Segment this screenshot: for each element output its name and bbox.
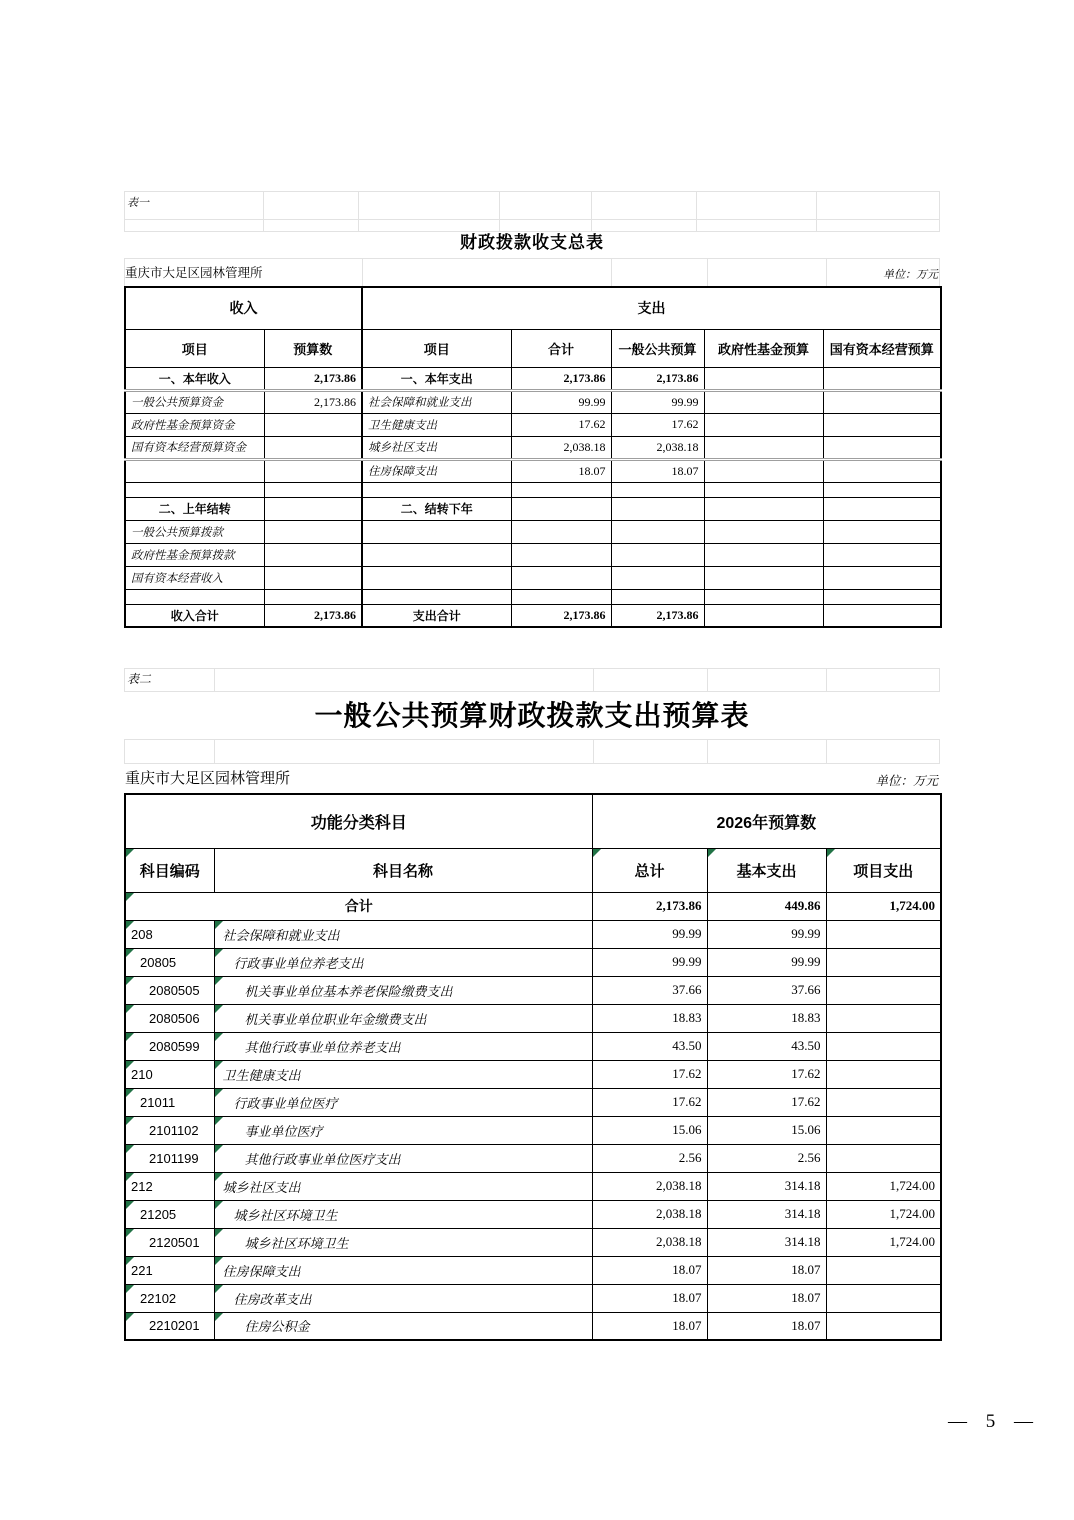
col-header-income-item: 项目 — [125, 329, 264, 367]
t1-gov-fund-cell — [704, 367, 823, 390]
t2-project-cell — [826, 1088, 941, 1116]
t2-basic-cell: 18.83 — [707, 1004, 826, 1032]
t2-basic-cell: 43.50 — [707, 1032, 826, 1060]
t2-project-cell — [826, 1060, 941, 1088]
t2-basic-cell: 99.99 — [707, 920, 826, 948]
t1-income-value-cell — [264, 543, 362, 566]
t1-state-capital-cell — [823, 497, 941, 520]
t2-code-cell: 20805 — [125, 948, 214, 976]
grid-lines-table2-blank — [124, 739, 940, 764]
t1-income-value-cell: 2,173.86 — [264, 390, 362, 413]
t1-expense-item-cell — [362, 482, 511, 497]
t2-total-cell: 2.56 — [592, 1144, 707, 1172]
t1-total-cell: 18.07 — [511, 459, 611, 482]
t2-code-cell: 2080506 — [125, 1004, 214, 1032]
t2-name-cell: 城乡社区环境卫生 — [214, 1228, 592, 1256]
t2-name-cell: 城乡社区环境卫生 — [214, 1200, 592, 1228]
col-header-subject-name: 科目名称 — [214, 848, 592, 892]
table1-row — [125, 482, 941, 497]
t1-expense-item-cell: 二、结转下年 — [362, 497, 511, 520]
t2-basic-cell: 15.06 — [707, 1116, 826, 1144]
table1-row — [125, 459, 941, 482]
t1-total-cell — [511, 566, 611, 589]
table1-row — [125, 543, 941, 566]
t2-project-cell — [826, 1144, 941, 1172]
t2-project-cell — [826, 920, 941, 948]
table2-row — [125, 948, 941, 976]
table1-row — [125, 390, 941, 413]
table2-row — [125, 1228, 941, 1256]
t2-code-cell: 2101199 — [125, 1144, 214, 1172]
grid-lines-top — [124, 191, 940, 232]
t1-expense-item-cell — [362, 566, 511, 589]
t2-total-cell: 2,038.18 — [592, 1172, 707, 1200]
table1-tag: 表一 — [127, 196, 149, 209]
col-header-project-expenditure: 项目支出 — [826, 848, 941, 892]
t1-income-item-cell: 政府性基金预算拨款 — [125, 543, 264, 566]
t1-income-value-cell — [264, 482, 362, 497]
table1-row — [125, 436, 941, 459]
t2-code-cell: 2120501 — [125, 1228, 214, 1256]
table1-row — [125, 413, 941, 436]
t1-income-item-cell: 收入合计 — [125, 604, 264, 627]
fiscal-summary-table — [124, 286, 942, 628]
t2-project-cell — [826, 1256, 941, 1284]
t1-general-budget-cell — [611, 566, 704, 589]
t1-gov-fund-cell — [704, 482, 823, 497]
t1-gov-fund-cell — [704, 390, 823, 413]
t1-income-item-cell: 政府性基金预算资金 — [125, 413, 264, 436]
t1-income-item-cell: 国有资本经营预算资金 — [125, 436, 264, 459]
t2-name-cell: 住房改革支出 — [214, 1284, 592, 1312]
t1-general-budget-cell: 2,173.86 — [611, 604, 704, 627]
t2-total-cell: 99.99 — [592, 948, 707, 976]
total-row-project: 1,724.00 — [826, 892, 941, 920]
t1-income-value-cell: 2,173.86 — [264, 604, 362, 627]
t1-state-capital-cell — [823, 589, 941, 604]
col-header-gov-fund-budget: 政府性基金预算 — [704, 329, 823, 367]
t2-name-cell: 行政事业单位养老支出 — [214, 948, 592, 976]
t1-income-value-cell — [264, 497, 362, 520]
unit-label-table1: 单位：万元 — [883, 268, 938, 281]
t1-expense-item-cell: 支出合计 — [362, 604, 511, 627]
page-number: — 5 — — [948, 1411, 1040, 1432]
grid-lines-table2-tag — [124, 668, 940, 692]
table2-row — [125, 1172, 941, 1200]
expense-group-header: 支出 — [362, 287, 941, 329]
t1-gov-fund-cell — [704, 497, 823, 520]
t1-state-capital-cell — [823, 436, 941, 459]
t2-name-cell: 其他行政事业单位养老支出 — [214, 1032, 592, 1060]
t1-state-capital-cell — [823, 520, 941, 543]
t2-total-cell: 18.83 — [592, 1004, 707, 1032]
t2-basic-cell: 99.99 — [707, 948, 826, 976]
table2-row — [125, 1144, 941, 1172]
t1-general-budget-cell: 2,038.18 — [611, 436, 704, 459]
t1-general-budget-cell — [611, 543, 704, 566]
t1-general-budget-cell: 17.62 — [611, 413, 704, 436]
t1-total-cell — [511, 497, 611, 520]
t1-income-value-cell — [264, 566, 362, 589]
t2-total-cell: 18.07 — [592, 1284, 707, 1312]
t2-project-cell — [826, 1004, 941, 1032]
table2-row — [125, 1116, 941, 1144]
t1-general-budget-cell: 2,173.86 — [611, 367, 704, 390]
t1-income-value-cell — [264, 520, 362, 543]
t2-total-cell: 2,038.18 — [592, 1200, 707, 1228]
t1-income-item-cell: 一般公共预算资金 — [125, 390, 264, 413]
t2-basic-cell: 18.07 — [707, 1256, 826, 1284]
t2-code-cell: 2210201 — [125, 1312, 214, 1340]
t1-expense-item-cell — [362, 520, 511, 543]
total-row-label: 合计 — [125, 892, 592, 920]
t2-total-cell: 43.50 — [592, 1032, 707, 1060]
t1-total-cell: 2,173.86 — [511, 367, 611, 390]
col-header-general-budget: 一般公共预算 — [611, 329, 704, 367]
t1-income-value-cell — [264, 413, 362, 436]
table2-tag: 表二 — [127, 672, 152, 686]
t2-name-cell: 社会保障和就业支出 — [214, 920, 592, 948]
table2-total-row — [125, 892, 941, 920]
general-budget-expenditure-table — [124, 793, 942, 1341]
t2-basic-cell: 314.18 — [707, 1172, 826, 1200]
t1-income-item-cell — [125, 459, 264, 482]
table2-row — [125, 1088, 941, 1116]
t1-gov-fund-cell — [704, 459, 823, 482]
table2-row — [125, 1004, 941, 1032]
t1-income-item-cell: 一般公共预算拨款 — [125, 520, 264, 543]
t2-basic-cell: 2.56 — [707, 1144, 826, 1172]
t2-project-cell: 1,724.00 — [826, 1228, 941, 1256]
t1-income-item-cell — [125, 482, 264, 497]
t2-code-cell: 210 — [125, 1060, 214, 1088]
table1-row — [125, 566, 941, 589]
t1-general-budget-cell — [611, 497, 704, 520]
col-header-basic-expenditure: 基本支出 — [707, 848, 826, 892]
t1-gov-fund-cell — [704, 413, 823, 436]
t2-name-cell: 住房保障支出 — [214, 1256, 592, 1284]
t2-name-cell: 其他行政事业单位医疗支出 — [214, 1144, 592, 1172]
table1-row — [125, 497, 941, 520]
t2-total-cell: 18.07 — [592, 1312, 707, 1340]
t2-name-cell: 卫生健康支出 — [214, 1060, 592, 1088]
t1-income-value-cell — [264, 436, 362, 459]
t1-total-cell: 2,038.18 — [511, 436, 611, 459]
t2-code-cell: 2080505 — [125, 976, 214, 1004]
t1-gov-fund-cell — [704, 436, 823, 459]
t2-project-cell — [826, 1116, 941, 1144]
t1-general-budget-cell — [611, 520, 704, 543]
table2-row — [125, 976, 941, 1004]
t2-project-cell — [826, 948, 941, 976]
t1-expense-item-cell — [362, 589, 511, 604]
t2-basic-cell: 314.18 — [707, 1200, 826, 1228]
table2-column-header-row — [125, 848, 941, 892]
table2-row — [125, 1200, 941, 1228]
t2-basic-cell: 18.07 — [707, 1312, 826, 1340]
t2-total-cell: 17.62 — [592, 1088, 707, 1116]
unit-label-table2: 单位：万元 — [875, 773, 938, 788]
org-name-table2: 重庆市大足区园林管理所 — [125, 770, 291, 787]
t1-gov-fund-cell — [704, 604, 823, 627]
t2-name-cell: 城乡社区支出 — [214, 1172, 592, 1200]
t2-project-cell: 1,724.00 — [826, 1200, 941, 1228]
t1-income-item-cell: 一、本年收入 — [125, 367, 264, 390]
t1-state-capital-cell — [823, 604, 941, 627]
t1-income-item-cell: 国有资本经营收入 — [125, 566, 264, 589]
t2-total-cell: 17.62 — [592, 1060, 707, 1088]
t1-state-capital-cell — [823, 459, 941, 482]
table1-row — [125, 520, 941, 543]
t2-name-cell: 事业单位医疗 — [214, 1116, 592, 1144]
t2-project-cell — [826, 1312, 941, 1340]
t2-code-cell: 221 — [125, 1256, 214, 1284]
t1-state-capital-cell — [823, 390, 941, 413]
t1-general-budget-cell — [611, 589, 704, 604]
t1-income-value-cell: 2,173.86 — [264, 367, 362, 390]
table1-row — [125, 604, 941, 627]
table2-row — [125, 1256, 941, 1284]
col-header-state-capital-budget: 国有资本经营预算 — [823, 329, 941, 367]
t1-income-value-cell — [264, 589, 362, 604]
table1-row — [125, 367, 941, 390]
t1-general-budget-cell: 18.07 — [611, 459, 704, 482]
col-header-expense-item: 项目 — [362, 329, 511, 367]
t2-total-cell: 15.06 — [592, 1116, 707, 1144]
t2-code-cell: 21205 — [125, 1200, 214, 1228]
t2-code-cell: 212 — [125, 1172, 214, 1200]
table2-row — [125, 1032, 941, 1060]
t2-code-cell: 2080599 — [125, 1032, 214, 1060]
t2-code-cell: 2101102 — [125, 1116, 214, 1144]
t2-name-cell: 行政事业单位医疗 — [214, 1088, 592, 1116]
table1-group-header-row — [125, 287, 941, 329]
t2-code-cell: 21011 — [125, 1088, 214, 1116]
org-name-table1: 重庆市大足区园林管理所 — [125, 266, 263, 280]
income-group-header: 收入 — [125, 287, 362, 329]
budget-2026-group-header: 2026年预算数 — [592, 794, 941, 848]
t1-gov-fund-cell — [704, 520, 823, 543]
t1-total-cell: 17.62 — [511, 413, 611, 436]
t1-total-cell — [511, 482, 611, 497]
t1-expense-item-cell: 社会保障和就业支出 — [362, 390, 511, 413]
t1-general-budget-cell: 99.99 — [611, 390, 704, 413]
t1-income-value-cell — [264, 459, 362, 482]
t2-project-cell: 1,724.00 — [826, 1172, 941, 1200]
t2-name-cell: 机关事业单位职业年金缴费支出 — [214, 1004, 592, 1032]
t2-basic-cell: 17.62 — [707, 1088, 826, 1116]
t1-expense-item-cell: 一、本年支出 — [362, 367, 511, 390]
t1-income-item-cell — [125, 589, 264, 604]
total-row-total: 2,173.86 — [592, 892, 707, 920]
table2-row — [125, 1060, 941, 1088]
t1-total-cell — [511, 589, 611, 604]
t2-name-cell: 住房公积金 — [214, 1312, 592, 1340]
table1-column-header-row — [125, 329, 941, 367]
total-row-basic: 449.86 — [707, 892, 826, 920]
table2-group-header-row — [125, 794, 941, 848]
t1-total-cell — [511, 543, 611, 566]
t1-gov-fund-cell — [704, 589, 823, 604]
t2-total-cell: 2,038.18 — [592, 1228, 707, 1256]
t2-project-cell — [826, 1032, 941, 1060]
t2-code-cell: 208 — [125, 920, 214, 948]
table2-row — [125, 920, 941, 948]
table2-row — [125, 1312, 941, 1340]
t1-state-capital-cell — [823, 413, 941, 436]
col-header-subject-code: 科目编码 — [125, 848, 214, 892]
col-header-total: 合计 — [511, 329, 611, 367]
t2-basic-cell: 37.66 — [707, 976, 826, 1004]
page-content — [124, 0, 1040, 1520]
t1-income-item-cell: 二、上年结转 — [125, 497, 264, 520]
table2-row — [125, 1284, 941, 1312]
t2-name-cell: 机关事业单位基本养老保险缴费支出 — [214, 976, 592, 1004]
t1-state-capital-cell — [823, 543, 941, 566]
table2-title: 一般公共预算财政拨款支出预算表 — [314, 700, 750, 731]
t2-project-cell — [826, 1284, 941, 1312]
t2-basic-cell: 17.62 — [707, 1060, 826, 1088]
t1-general-budget-cell — [611, 482, 704, 497]
t2-project-cell — [826, 976, 941, 1004]
t2-code-cell: 22102 — [125, 1284, 214, 1312]
t1-total-cell: 2,173.86 — [511, 604, 611, 627]
t2-total-cell: 99.99 — [592, 920, 707, 948]
t1-expense-item-cell: 卫生健康支出 — [362, 413, 511, 436]
t1-total-cell — [511, 520, 611, 543]
col-header-grand-total: 总计 — [592, 848, 707, 892]
t1-expense-item-cell — [362, 543, 511, 566]
t2-total-cell: 37.66 — [592, 976, 707, 1004]
t1-expense-item-cell: 住房保障支出 — [362, 459, 511, 482]
t1-total-cell: 99.99 — [511, 390, 611, 413]
function-class-group-header: 功能分类科目 — [125, 794, 592, 848]
t2-total-cell: 18.07 — [592, 1256, 707, 1284]
t1-gov-fund-cell — [704, 566, 823, 589]
table1-title: 财政拨款收支总表 — [460, 233, 604, 252]
t2-basic-cell: 18.07 — [707, 1284, 826, 1312]
t1-state-capital-cell — [823, 482, 941, 497]
t1-gov-fund-cell — [704, 543, 823, 566]
t2-basic-cell: 314.18 — [707, 1228, 826, 1256]
col-header-budget-amount: 预算数 — [264, 329, 362, 367]
table1-row — [125, 589, 941, 604]
t1-state-capital-cell — [823, 367, 941, 390]
t1-expense-item-cell: 城乡社区支出 — [362, 436, 511, 459]
t1-state-capital-cell — [823, 566, 941, 589]
